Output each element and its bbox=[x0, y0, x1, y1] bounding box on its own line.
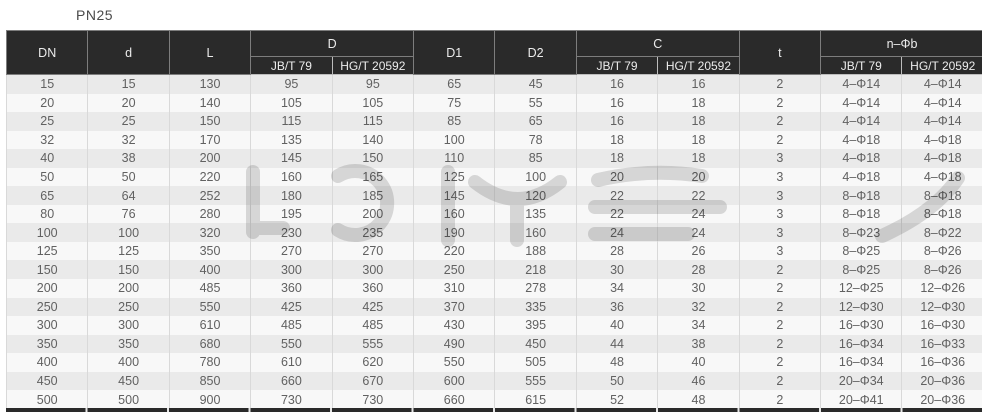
cell: 78 bbox=[495, 131, 576, 150]
cell: 140 bbox=[332, 131, 413, 150]
cell: 44 bbox=[576, 335, 657, 354]
cell: 252 bbox=[169, 186, 250, 205]
cell: 2 bbox=[739, 75, 820, 94]
cell: 115 bbox=[332, 112, 413, 131]
cell: 80 bbox=[7, 205, 88, 224]
cell: 400 bbox=[88, 353, 169, 372]
cell: 300 bbox=[251, 260, 332, 279]
cell: 38 bbox=[88, 149, 169, 168]
cell: 278 bbox=[495, 279, 576, 298]
cell: 48 bbox=[576, 353, 657, 372]
table-row bbox=[7, 223, 982, 242]
cell: 4–Φ14 bbox=[902, 94, 982, 113]
cell: 12–Φ26 bbox=[902, 279, 982, 298]
cell: 335 bbox=[495, 298, 576, 317]
cell: 165 bbox=[332, 168, 413, 187]
cell: 140 bbox=[169, 94, 250, 113]
cell: 40 bbox=[576, 316, 657, 335]
cell: 40 bbox=[7, 149, 88, 168]
cell: 2 bbox=[739, 353, 820, 372]
cell: 24 bbox=[658, 205, 739, 224]
cell: 3 bbox=[739, 205, 820, 224]
cell: 320 bbox=[169, 223, 250, 242]
cell: 660 bbox=[251, 372, 332, 391]
cell: 50 bbox=[576, 372, 657, 391]
cell: 34 bbox=[658, 316, 739, 335]
cell: 16–Φ33 bbox=[902, 335, 982, 354]
cell: 32 bbox=[88, 131, 169, 150]
cell: 38 bbox=[658, 335, 739, 354]
cell: 505 bbox=[495, 353, 576, 372]
cell: 20–Φ41 bbox=[821, 390, 902, 409]
cell: 300 bbox=[7, 316, 88, 335]
cell: 550 bbox=[414, 353, 495, 372]
cell: 20 bbox=[88, 94, 169, 113]
cell: 2 bbox=[739, 335, 820, 354]
cell: 100 bbox=[88, 223, 169, 242]
cell: 160 bbox=[495, 223, 576, 242]
cell: 4–Φ18 bbox=[902, 149, 982, 168]
col-header-d1: D1 bbox=[414, 31, 495, 75]
cell: 150 bbox=[332, 149, 413, 168]
cell: 200 bbox=[7, 279, 88, 298]
col-header-dn: DN bbox=[7, 31, 88, 75]
cell: 120 bbox=[495, 186, 576, 205]
cell: 150 bbox=[88, 260, 169, 279]
cell: 555 bbox=[495, 372, 576, 391]
cell: 730 bbox=[332, 390, 413, 409]
cell: 2 bbox=[739, 112, 820, 131]
cell: 105 bbox=[332, 94, 413, 113]
cell: 200 bbox=[88, 279, 169, 298]
cell: 350 bbox=[169, 242, 250, 261]
cell: 50 bbox=[88, 168, 169, 187]
cell: 18 bbox=[658, 131, 739, 150]
cell: 30 bbox=[576, 260, 657, 279]
table-row bbox=[7, 316, 982, 335]
cell: 125 bbox=[414, 168, 495, 187]
cell: 350 bbox=[7, 335, 88, 354]
cell: 65 bbox=[495, 112, 576, 131]
cell: 220 bbox=[414, 242, 495, 261]
cell: 370 bbox=[414, 298, 495, 317]
cell: 28 bbox=[658, 260, 739, 279]
subheader-nphib-jbt: JB/T 79 bbox=[821, 57, 902, 75]
cell: 400 bbox=[169, 260, 250, 279]
table-row bbox=[7, 75, 982, 94]
cell: 250 bbox=[88, 298, 169, 317]
col-header-l: L bbox=[169, 31, 250, 75]
cell: 20–Φ36 bbox=[902, 390, 982, 409]
flange-dimension-table bbox=[6, 30, 982, 409]
cell: 4–Φ14 bbox=[821, 75, 902, 94]
cell: 8–Φ22 bbox=[902, 223, 982, 242]
table-row bbox=[7, 279, 982, 298]
cell: 485 bbox=[332, 316, 413, 335]
cell: 16 bbox=[576, 94, 657, 113]
cell: 16–Φ36 bbox=[902, 353, 982, 372]
cell: 20 bbox=[576, 168, 657, 187]
cell: 95 bbox=[251, 75, 332, 94]
cell: 8–Φ18 bbox=[821, 186, 902, 205]
cell: 360 bbox=[251, 279, 332, 298]
cell: 850 bbox=[169, 372, 250, 391]
cell: 16 bbox=[576, 75, 657, 94]
cell: 670 bbox=[332, 372, 413, 391]
cell: 230 bbox=[251, 223, 332, 242]
cell: 450 bbox=[7, 372, 88, 391]
cell: 36 bbox=[576, 298, 657, 317]
cell: 105 bbox=[251, 94, 332, 113]
cell: 18 bbox=[658, 112, 739, 131]
cell: 75 bbox=[414, 94, 495, 113]
cell: 160 bbox=[251, 168, 332, 187]
cell: 16–Φ34 bbox=[821, 353, 902, 372]
cell: 4–Φ14 bbox=[821, 94, 902, 113]
cell: 25 bbox=[7, 112, 88, 131]
cell: 3 bbox=[739, 168, 820, 187]
cell: 64 bbox=[88, 186, 169, 205]
table-row bbox=[7, 372, 982, 391]
cell: 8–Φ18 bbox=[821, 205, 902, 224]
cell: 220 bbox=[169, 168, 250, 187]
cell: 22 bbox=[576, 186, 657, 205]
table-row bbox=[7, 390, 982, 409]
cell: 32 bbox=[658, 298, 739, 317]
subheader-c-jbt: JB/T 79 bbox=[576, 57, 657, 75]
cell: 620 bbox=[332, 353, 413, 372]
cell: 150 bbox=[169, 112, 250, 131]
cell: 22 bbox=[658, 186, 739, 205]
cell: 20–Φ36 bbox=[902, 372, 982, 391]
cell: 3 bbox=[739, 149, 820, 168]
cell: 300 bbox=[88, 316, 169, 335]
table-row bbox=[7, 149, 982, 168]
col-header-d2: D2 bbox=[495, 31, 576, 75]
cell: 115 bbox=[251, 112, 332, 131]
cell: 4–Φ18 bbox=[821, 168, 902, 187]
table-row bbox=[7, 205, 982, 224]
cell: 600 bbox=[414, 372, 495, 391]
cell: 2 bbox=[739, 298, 820, 317]
cell: 34 bbox=[576, 279, 657, 298]
cell: 250 bbox=[7, 298, 88, 317]
cell: 8–Φ25 bbox=[821, 242, 902, 261]
cell: 160 bbox=[414, 205, 495, 224]
cell: 190 bbox=[414, 223, 495, 242]
table-row bbox=[7, 335, 982, 354]
cell: 15 bbox=[88, 75, 169, 94]
table-row bbox=[7, 168, 982, 187]
cell: 48 bbox=[658, 390, 739, 409]
cell: 270 bbox=[251, 242, 332, 261]
cell: 500 bbox=[88, 390, 169, 409]
cell: 4–Φ14 bbox=[821, 112, 902, 131]
cell: 22 bbox=[576, 205, 657, 224]
cell: 3 bbox=[739, 186, 820, 205]
cell: 185 bbox=[332, 186, 413, 205]
table-header bbox=[7, 31, 982, 75]
cell: 125 bbox=[88, 242, 169, 261]
cell: 12–Φ25 bbox=[821, 279, 902, 298]
cell: 55 bbox=[495, 94, 576, 113]
subheader-d-hgt: HG/T 20592 bbox=[332, 57, 413, 75]
cell: 28 bbox=[576, 242, 657, 261]
cell: 30 bbox=[658, 279, 739, 298]
cell: 16 bbox=[576, 112, 657, 131]
cell: 135 bbox=[251, 131, 332, 150]
cell: 85 bbox=[495, 149, 576, 168]
cell: 310 bbox=[414, 279, 495, 298]
cell: 280 bbox=[169, 205, 250, 224]
cell: 145 bbox=[251, 149, 332, 168]
cell: 8–Φ26 bbox=[902, 260, 982, 279]
cell: 235 bbox=[332, 223, 413, 242]
cell: 65 bbox=[414, 75, 495, 94]
cell: 4–Φ14 bbox=[902, 112, 982, 131]
cell: 100 bbox=[495, 168, 576, 187]
cell: 40 bbox=[658, 353, 739, 372]
cell: 16–Φ34 bbox=[821, 335, 902, 354]
cell: 270 bbox=[332, 242, 413, 261]
cell: 50 bbox=[7, 168, 88, 187]
subheader-c-hgt: HG/T 20592 bbox=[658, 57, 739, 75]
cell: 16 bbox=[658, 75, 739, 94]
cell: 32 bbox=[7, 131, 88, 150]
cell: 450 bbox=[495, 335, 576, 354]
cell: 395 bbox=[495, 316, 576, 335]
cell: 52 bbox=[576, 390, 657, 409]
cell: 12–Φ30 bbox=[902, 298, 982, 317]
cell: 2 bbox=[739, 390, 820, 409]
cell: 2 bbox=[739, 316, 820, 335]
cell: 2 bbox=[739, 372, 820, 391]
cell: 24 bbox=[658, 223, 739, 242]
cell: 485 bbox=[251, 316, 332, 335]
cell: 18 bbox=[576, 131, 657, 150]
cell: 8–Φ18 bbox=[902, 205, 982, 224]
table-row bbox=[7, 186, 982, 205]
cell: 4–Φ18 bbox=[821, 131, 902, 150]
cell: 780 bbox=[169, 353, 250, 372]
table-row bbox=[7, 260, 982, 279]
col-header-t: t bbox=[739, 31, 820, 75]
cell: 425 bbox=[251, 298, 332, 317]
table-row bbox=[7, 242, 982, 261]
table-row bbox=[7, 298, 982, 317]
cell: 660 bbox=[414, 390, 495, 409]
cell: 24 bbox=[576, 223, 657, 242]
cell: 18 bbox=[658, 149, 739, 168]
col-header-c-group: C bbox=[576, 31, 739, 57]
cell: 450 bbox=[88, 372, 169, 391]
cell: 18 bbox=[576, 149, 657, 168]
subheader-nphib-hgt: HG/T 20592 bbox=[902, 57, 982, 75]
cell: 4–Φ18 bbox=[902, 168, 982, 187]
cell: 555 bbox=[332, 335, 413, 354]
cell: 300 bbox=[332, 260, 413, 279]
subheader-d-jbt: JB/T 79 bbox=[251, 57, 332, 75]
cell: 3 bbox=[739, 223, 820, 242]
cell: 130 bbox=[169, 75, 250, 94]
cell: 170 bbox=[169, 131, 250, 150]
cell: 360 bbox=[332, 279, 413, 298]
cell: 2 bbox=[739, 279, 820, 298]
cell: 45 bbox=[495, 75, 576, 94]
cell: 4–Φ14 bbox=[902, 75, 982, 94]
cell: 350 bbox=[88, 335, 169, 354]
cell: 485 bbox=[169, 279, 250, 298]
cell: 65 bbox=[7, 186, 88, 205]
cell: 125 bbox=[7, 242, 88, 261]
cell: 95 bbox=[332, 75, 413, 94]
cell: 250 bbox=[414, 260, 495, 279]
table-row bbox=[7, 353, 982, 372]
cell: 16–Φ30 bbox=[821, 316, 902, 335]
cell: 8–Φ23 bbox=[821, 223, 902, 242]
cell: 20 bbox=[658, 168, 739, 187]
page-title: PN25 bbox=[76, 7, 114, 23]
col-header-d: d bbox=[88, 31, 169, 75]
cell: 16–Φ30 bbox=[902, 316, 982, 335]
cell: 500 bbox=[7, 390, 88, 409]
col-header-D-group: D bbox=[251, 31, 414, 57]
cell: 20–Φ34 bbox=[821, 372, 902, 391]
cell: 110 bbox=[414, 149, 495, 168]
cell: 730 bbox=[251, 390, 332, 409]
cell: 100 bbox=[414, 131, 495, 150]
cell: 2 bbox=[739, 94, 820, 113]
cell: 4–Φ18 bbox=[821, 149, 902, 168]
cell: 85 bbox=[414, 112, 495, 131]
cell: 200 bbox=[332, 205, 413, 224]
col-header-nphib-group: n–Φb bbox=[821, 31, 982, 57]
table-row bbox=[7, 131, 982, 150]
cell: 400 bbox=[7, 353, 88, 372]
cell: 150 bbox=[7, 260, 88, 279]
cell: 8–Φ18 bbox=[902, 186, 982, 205]
cell: 12–Φ30 bbox=[821, 298, 902, 317]
cell: 18 bbox=[658, 94, 739, 113]
cell: 218 bbox=[495, 260, 576, 279]
cell: 900 bbox=[169, 390, 250, 409]
cell: 425 bbox=[332, 298, 413, 317]
cell: 46 bbox=[658, 372, 739, 391]
cell: 8–Φ25 bbox=[821, 260, 902, 279]
cell: 2 bbox=[739, 260, 820, 279]
cell: 8–Φ26 bbox=[902, 242, 982, 261]
cell: 430 bbox=[414, 316, 495, 335]
next-table-header-edge bbox=[6, 408, 982, 412]
cell: 135 bbox=[495, 205, 576, 224]
cell: 490 bbox=[414, 335, 495, 354]
cell: 26 bbox=[658, 242, 739, 261]
cell: 550 bbox=[251, 335, 332, 354]
cell: 76 bbox=[88, 205, 169, 224]
cell: 100 bbox=[7, 223, 88, 242]
cell: 15 bbox=[7, 75, 88, 94]
cell: 195 bbox=[251, 205, 332, 224]
cell: 610 bbox=[251, 353, 332, 372]
cell: 25 bbox=[88, 112, 169, 131]
cell: 610 bbox=[169, 316, 250, 335]
cell: 550 bbox=[169, 298, 250, 317]
table-row bbox=[7, 112, 982, 131]
cell: 615 bbox=[495, 390, 576, 409]
table-row bbox=[7, 94, 982, 113]
cell: 145 bbox=[414, 186, 495, 205]
cell: 3 bbox=[739, 242, 820, 261]
cell: 4–Φ18 bbox=[902, 131, 982, 150]
cell: 180 bbox=[251, 186, 332, 205]
cell: 680 bbox=[169, 335, 250, 354]
cell: 200 bbox=[169, 149, 250, 168]
cell: 188 bbox=[495, 242, 576, 261]
cell: 2 bbox=[739, 131, 820, 150]
cell: 20 bbox=[7, 94, 88, 113]
table-body bbox=[7, 75, 982, 409]
